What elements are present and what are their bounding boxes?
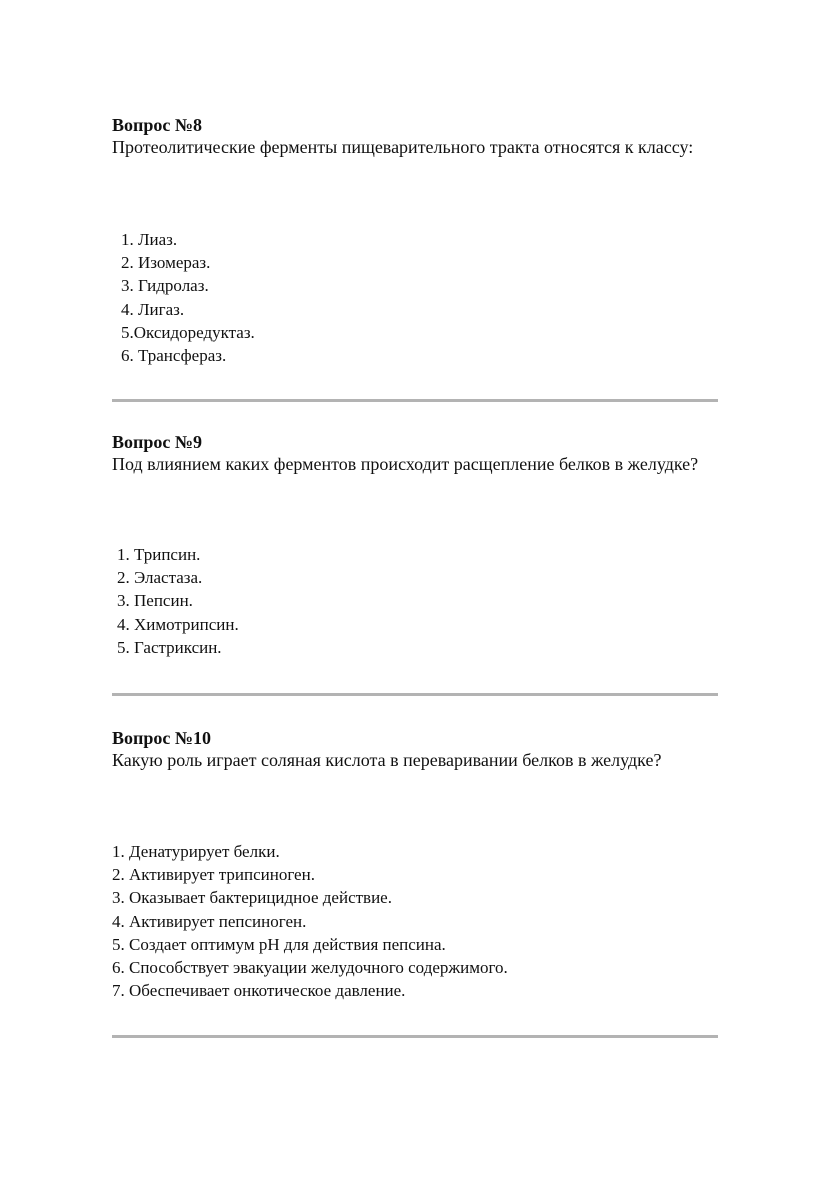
answer-option: 5. Гастриксин.	[117, 637, 222, 657]
answer-option: 2. Активирует трипсиноген.	[112, 865, 315, 885]
answer-option: 4. Лигаз.	[121, 299, 185, 319]
answer-option: 1. Трипсин.	[117, 545, 201, 564]
section-divider	[112, 1035, 718, 1038]
question-10	[112, 727, 722, 771]
answer-options-9	[117, 543, 727, 659]
answer-option: 1. Лиаз.	[121, 230, 178, 249]
question-9	[112, 431, 722, 475]
answer-option: 4. Активирует пепсиноген.	[112, 911, 307, 931]
answer-option: 3. Оказывает бактерицидное действие.	[112, 888, 392, 908]
answer-options-8	[121, 228, 731, 367]
answer-option: 3. Гидролаз.	[121, 276, 209, 296]
answer-option: 5. Создает оптимум pH для действия пепсина.	[112, 934, 446, 954]
question-8	[112, 114, 722, 158]
question-text: Протеолитические ферменты пищеварительного тракта относятся к классу:	[112, 137, 694, 157]
question-title: Вопрос №8	[112, 115, 202, 135]
section-divider	[112, 399, 718, 402]
answer-option: 1. Денатурирует белки.	[112, 842, 280, 861]
answer-option: 2. Эластаза.	[117, 568, 203, 588]
answer-option: 7. Обеспечивает онкотическое давление.	[112, 981, 406, 1001]
answer-options-10	[112, 840, 722, 1002]
section-divider	[112, 693, 718, 696]
answer-option: 2. Изомераз.	[121, 253, 211, 273]
question-title: Вопрос №9	[112, 432, 202, 452]
question-title: Вопрос №10	[112, 728, 211, 748]
answer-option: 3. Пепсин.	[117, 591, 193, 611]
answer-option: 6. Трансфераз.	[121, 346, 227, 366]
answer-option: 6. Способствует эвакуации желудочного содержимого.	[112, 958, 508, 978]
answer-option: 4. Химотрипсин.	[117, 614, 239, 634]
question-text: Какую роль играет соляная кислота в переваривании белков в желудке?	[112, 750, 662, 770]
question-text: Под влиянием каких ферментов происходит расщепление белков в желудке?	[112, 454, 699, 474]
answer-option: 5.Оксидоредуктаз.	[121, 322, 255, 342]
